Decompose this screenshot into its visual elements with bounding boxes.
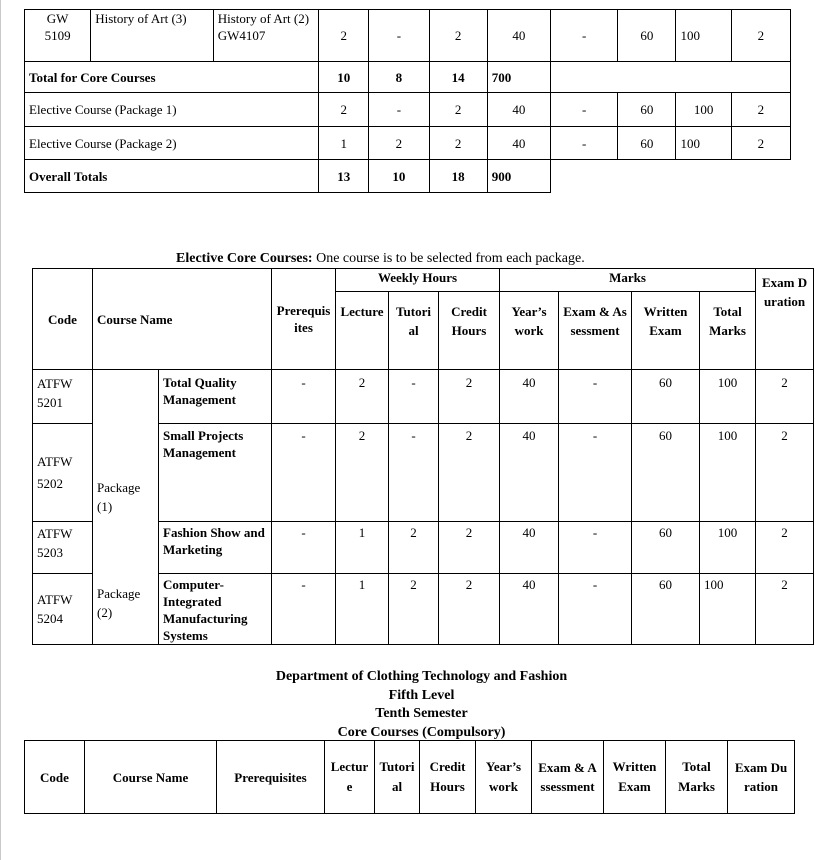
table-row bbox=[25, 160, 791, 193]
row-label: Total for Core Courses bbox=[25, 62, 319, 93]
lecture-hours: 1 bbox=[336, 574, 389, 645]
lecture-hours: 13 bbox=[319, 160, 369, 193]
credit-hours: 2 bbox=[439, 370, 500, 424]
total-marks: 100 bbox=[700, 522, 756, 574]
course-name: Total Quality Management bbox=[159, 370, 272, 424]
header-written-exam: Written Exam bbox=[604, 741, 666, 814]
row-label: Elective Course (Package 1) bbox=[25, 93, 319, 127]
total-marks: 100 bbox=[676, 10, 731, 62]
exam-duration: 2 bbox=[756, 522, 814, 574]
table-row bbox=[33, 522, 814, 574]
tutorial-hours: 2 bbox=[389, 522, 439, 574]
total-marks: 100 bbox=[700, 574, 756, 645]
package-label: Package (2) bbox=[93, 522, 159, 645]
exam-duration: 2 bbox=[756, 424, 814, 522]
tutorial-hours: 8 bbox=[369, 62, 429, 93]
header-prerequisites: Prerequisites bbox=[217, 741, 325, 814]
written-exam: 60 bbox=[618, 93, 676, 127]
years-work: 40 bbox=[500, 424, 559, 522]
written-exam: 60 bbox=[618, 127, 676, 160]
prerequisite: - bbox=[272, 370, 336, 424]
header-exam-duration: Exam Duration bbox=[756, 269, 814, 370]
header-weekly-hours: Weekly Hours bbox=[336, 269, 500, 292]
total-marks: 100 bbox=[700, 424, 756, 522]
tutorial-hours: 2 bbox=[389, 574, 439, 645]
credit-hours: 2 bbox=[429, 127, 487, 160]
exam-assessment: - bbox=[551, 10, 618, 62]
exam-assessment: - bbox=[551, 127, 618, 160]
exam-duration: 2 bbox=[756, 370, 814, 424]
table-row bbox=[25, 93, 791, 127]
credit-hours: 14 bbox=[429, 62, 487, 93]
years-work: 40 bbox=[487, 10, 550, 62]
years-work: 40 bbox=[487, 127, 550, 160]
table-row bbox=[25, 62, 791, 93]
course-code: GW 5109 bbox=[25, 10, 91, 62]
header-total-marks: Total Marks bbox=[666, 741, 728, 814]
table-row bbox=[33, 370, 814, 424]
page-edge-line bbox=[0, 0, 1, 860]
credit-hours: 2 bbox=[429, 10, 487, 62]
tutorial-hours: - bbox=[389, 370, 439, 424]
course-name: Computer-Integrated Manufacturing Systems bbox=[159, 574, 272, 645]
lecture-hours: 10 bbox=[319, 62, 369, 93]
semester-title: Tenth Semester bbox=[375, 706, 468, 721]
header-exam-duration: Exam Duration bbox=[728, 741, 795, 814]
header-exam-assessment: Exam & Assessment bbox=[559, 292, 632, 370]
header-course-name: Course Name bbox=[93, 269, 272, 370]
exam-assessment: - bbox=[551, 93, 618, 127]
course-name: History of Art (3) bbox=[91, 10, 213, 62]
department-title: Department of Clothing Technology and Fashion bbox=[275, 669, 568, 684]
prerequisite: - bbox=[272, 574, 336, 645]
exam-duration: 2 bbox=[756, 574, 814, 645]
header-tutorial: Tutorial bbox=[375, 741, 420, 814]
header-tutorial: Tutorial bbox=[389, 292, 439, 370]
tutorial-hours: - bbox=[389, 424, 439, 522]
header-years-work: Year’s work bbox=[500, 292, 559, 370]
written-exam: 60 bbox=[618, 10, 676, 62]
course-code: ATFW 5202 bbox=[33, 424, 93, 522]
exam-assessment: - bbox=[559, 370, 632, 424]
prerequisite: - bbox=[272, 424, 336, 522]
course-code: ATFW 5204 bbox=[33, 574, 93, 645]
years-work: 40 bbox=[500, 522, 559, 574]
exam-duration: 2 bbox=[731, 127, 790, 160]
row-label: Overall Totals bbox=[25, 160, 319, 193]
course-code: ATFW 5201 bbox=[33, 370, 93, 424]
core-courses-summary-table bbox=[24, 9, 791, 193]
total-marks: 100 bbox=[676, 93, 731, 127]
elective-caption bbox=[176, 251, 585, 267]
header-course-name: Course Name bbox=[85, 741, 217, 814]
total-marks: 100 bbox=[676, 127, 731, 160]
exam-assessment: - bbox=[559, 574, 632, 645]
header-years-work: Year’s work bbox=[476, 741, 532, 814]
tutorial-hours: - bbox=[369, 10, 429, 62]
course-name: Fashion Show and Marketing bbox=[159, 522, 272, 574]
course-name: Small Projects Management bbox=[159, 424, 272, 522]
header-credit-hours: Credit Hours bbox=[420, 741, 476, 814]
header-credit-hours: Credit Hours bbox=[439, 292, 500, 370]
written-exam: 60 bbox=[632, 522, 700, 574]
header-lecture: Lecture bbox=[336, 292, 389, 370]
written-exam: 60 bbox=[632, 370, 700, 424]
total-marks: 100 bbox=[700, 370, 756, 424]
header-exam-assessment: Exam & Assessment bbox=[532, 741, 604, 814]
elective-courses-table bbox=[32, 268, 814, 645]
elective-caption-title: Elective Core Courses: bbox=[176, 251, 313, 266]
header-written-exam: Written Exam bbox=[632, 292, 700, 370]
credit-hours: 2 bbox=[439, 522, 500, 574]
lecture-hours: 1 bbox=[336, 522, 389, 574]
years-work: 40 bbox=[500, 370, 559, 424]
elective-caption-text: One course is to be selected from each package. bbox=[312, 251, 585, 266]
written-exam: 60 bbox=[632, 574, 700, 645]
level-title: Fifth Level bbox=[388, 688, 455, 703]
header-total-marks: Total Marks bbox=[700, 292, 756, 370]
table-row bbox=[25, 10, 791, 62]
header-lecture: Lecture bbox=[325, 741, 375, 814]
package-label: Package (1) bbox=[93, 370, 159, 522]
exam-assessment: - bbox=[559, 424, 632, 522]
tutorial-hours: 10 bbox=[369, 160, 429, 193]
written-exam: 60 bbox=[632, 424, 700, 522]
years-work: 900 bbox=[487, 160, 550, 193]
core-courses-table bbox=[24, 740, 795, 814]
header-prerequisites: Prerequisites bbox=[272, 269, 336, 370]
tutorial-hours: 2 bbox=[369, 127, 429, 160]
course-code: ATFW 5203 bbox=[33, 522, 93, 574]
header-code: Code bbox=[25, 741, 85, 814]
lecture-hours: 2 bbox=[336, 424, 389, 522]
years-work: 40 bbox=[487, 93, 550, 127]
credit-hours: 2 bbox=[439, 574, 500, 645]
row-label: Elective Course (Package 2) bbox=[25, 127, 319, 160]
tutorial-hours: - bbox=[369, 93, 429, 127]
years-work: 40 bbox=[500, 574, 559, 645]
header-marks: Marks bbox=[500, 269, 756, 292]
credit-hours: 2 bbox=[439, 424, 500, 522]
years-work: 700 bbox=[487, 62, 550, 93]
lecture-hours: 2 bbox=[319, 93, 369, 127]
lecture-hours: 2 bbox=[336, 370, 389, 424]
exam-duration: 2 bbox=[731, 10, 790, 62]
prerequisite: - bbox=[272, 522, 336, 574]
exam-duration: 2 bbox=[731, 93, 790, 127]
section-title: Core Courses (Compulsory) bbox=[337, 725, 506, 740]
lecture-hours: 1 bbox=[319, 127, 369, 160]
credit-hours: 2 bbox=[429, 93, 487, 127]
credit-hours: 18 bbox=[429, 160, 487, 193]
exam-assessment: - bbox=[559, 522, 632, 574]
header-code: Code bbox=[33, 269, 93, 370]
prerequisite: History of Art (2) GW4107 bbox=[213, 10, 318, 62]
lecture-hours: 2 bbox=[319, 10, 369, 62]
table-row bbox=[25, 127, 791, 160]
